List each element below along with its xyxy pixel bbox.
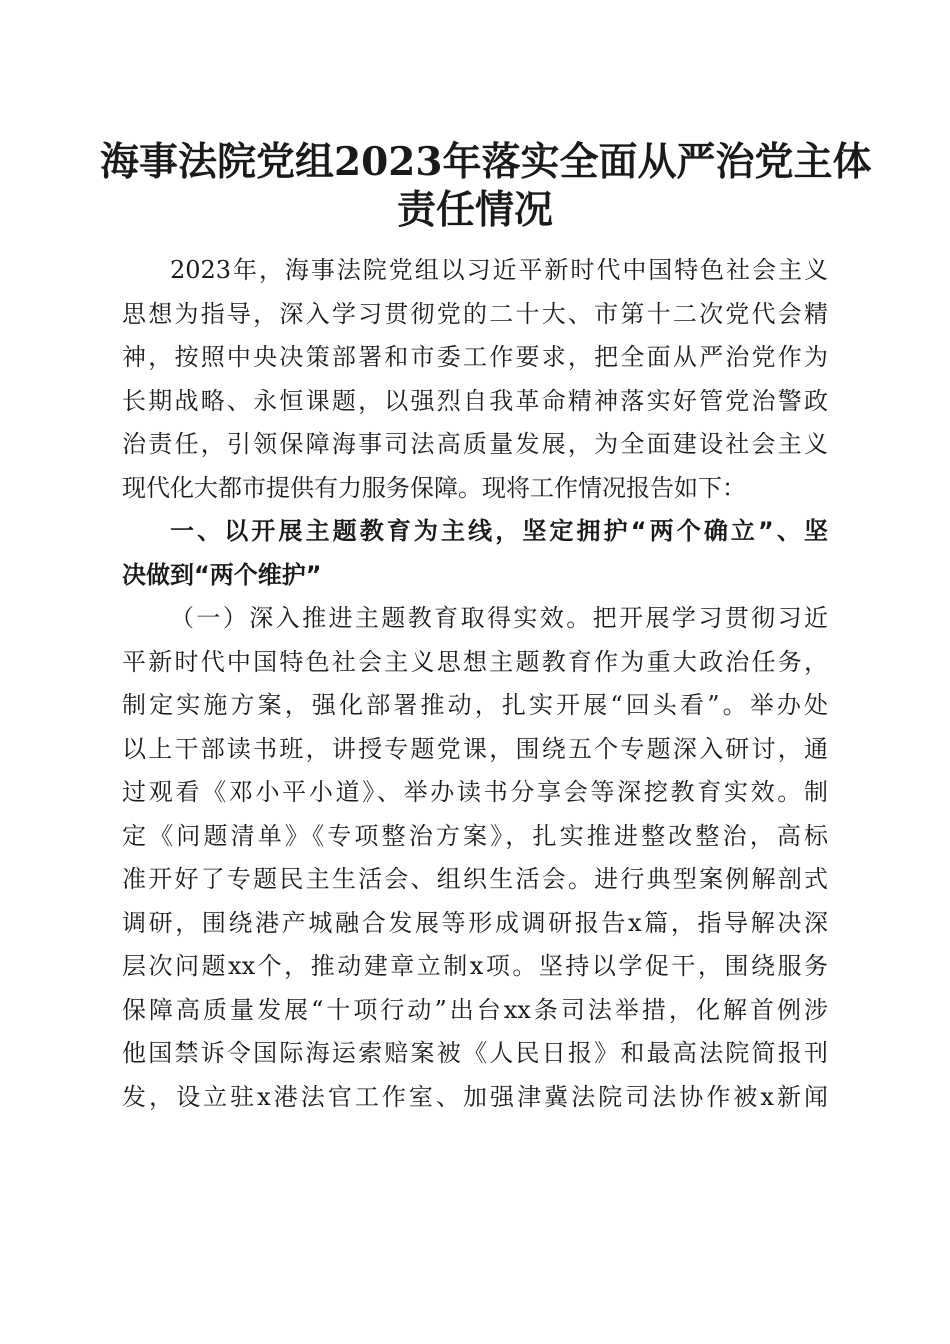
document-body: [122, 249, 828, 1119]
subsection-paragraph-line: 保障高质量发展“十项行动”出台xx条司法举措，化解首例涉: [122, 995, 828, 1024]
title-line-1: 海事法院党组2023年落实全面从严治党主体: [100, 139, 872, 185]
intro-paragraph-line: 长期战略、永恒课题，以强烈自我革命精神落实好管党治警政: [122, 386, 828, 415]
subsection-paragraph-line: 以上干部读书班，讲授专题党课，围绕五个专题深入研讨，通: [122, 734, 828, 763]
subsection-paragraph-line: 层次问题xx个，推动建章立制x项。坚持以学促干，围绕服务: [122, 952, 828, 980]
intro-paragraph-line: 思想为指导，深入学习贯彻党的二十大、市第十二次党代会精: [122, 299, 828, 328]
subsection-paragraph-line: （一）深入推进主题教育取得实效。把开展学习贯彻习近: [170, 604, 828, 632]
subsection-paragraph-line: 发，设立驻x港法官工作室、加强津冀法院司法协作被x新闻: [122, 1082, 828, 1111]
subsection-paragraph-line: 制定实施方案，强化部署推动，扎实开展“回头看”。举办处: [122, 691, 828, 719]
title-line-2: 责任情况: [396, 187, 553, 233]
intro-paragraph-line: 现代化大都市提供有力服务保障。现将工作情况报告如下：: [122, 473, 746, 502]
subsection-paragraph-line: 调研，围绕港产城融合发展等形成调研报告x篇，指导解决深: [122, 908, 828, 937]
subsection-paragraph-line: 过观看《邓小平小道》、举办读书分享会等深挖教育实效。制: [122, 778, 828, 806]
intro-paragraph-line: 神，按照中央决策部署和市委工作要求，把全面从严治党作为: [122, 343, 828, 371]
section-heading-line: 决做到“两个维护”: [122, 560, 322, 589]
intro-paragraph-line: 治责任，引领保障海事司法高质量发展，为全面建设社会主义: [122, 430, 828, 458]
subsection-paragraph-line: 定《问题清单》《专项整治方案》，扎实推进整改整治，高标: [122, 821, 828, 850]
intro-paragraph-line: 2023年，海事法院党组以习近平新时代中国特色社会主义: [170, 256, 828, 284]
subsection-paragraph-line: 他国禁诉令国际海运索赔案被《人民日报》和最高法院简报刊: [122, 1039, 828, 1067]
subsection-paragraph-line: 平新时代中国特色社会主义思想主题教育作为重大政治任务，: [122, 647, 828, 676]
document-title: [100, 138, 872, 234]
section-heading-line: 一、以开展主题教育为主线，坚定拥护“两个确立”、坚: [170, 517, 828, 545]
subsection-paragraph-line: 准开好了专题民主生活会、组织生活会。进行典型案例解剖式: [122, 865, 828, 893]
